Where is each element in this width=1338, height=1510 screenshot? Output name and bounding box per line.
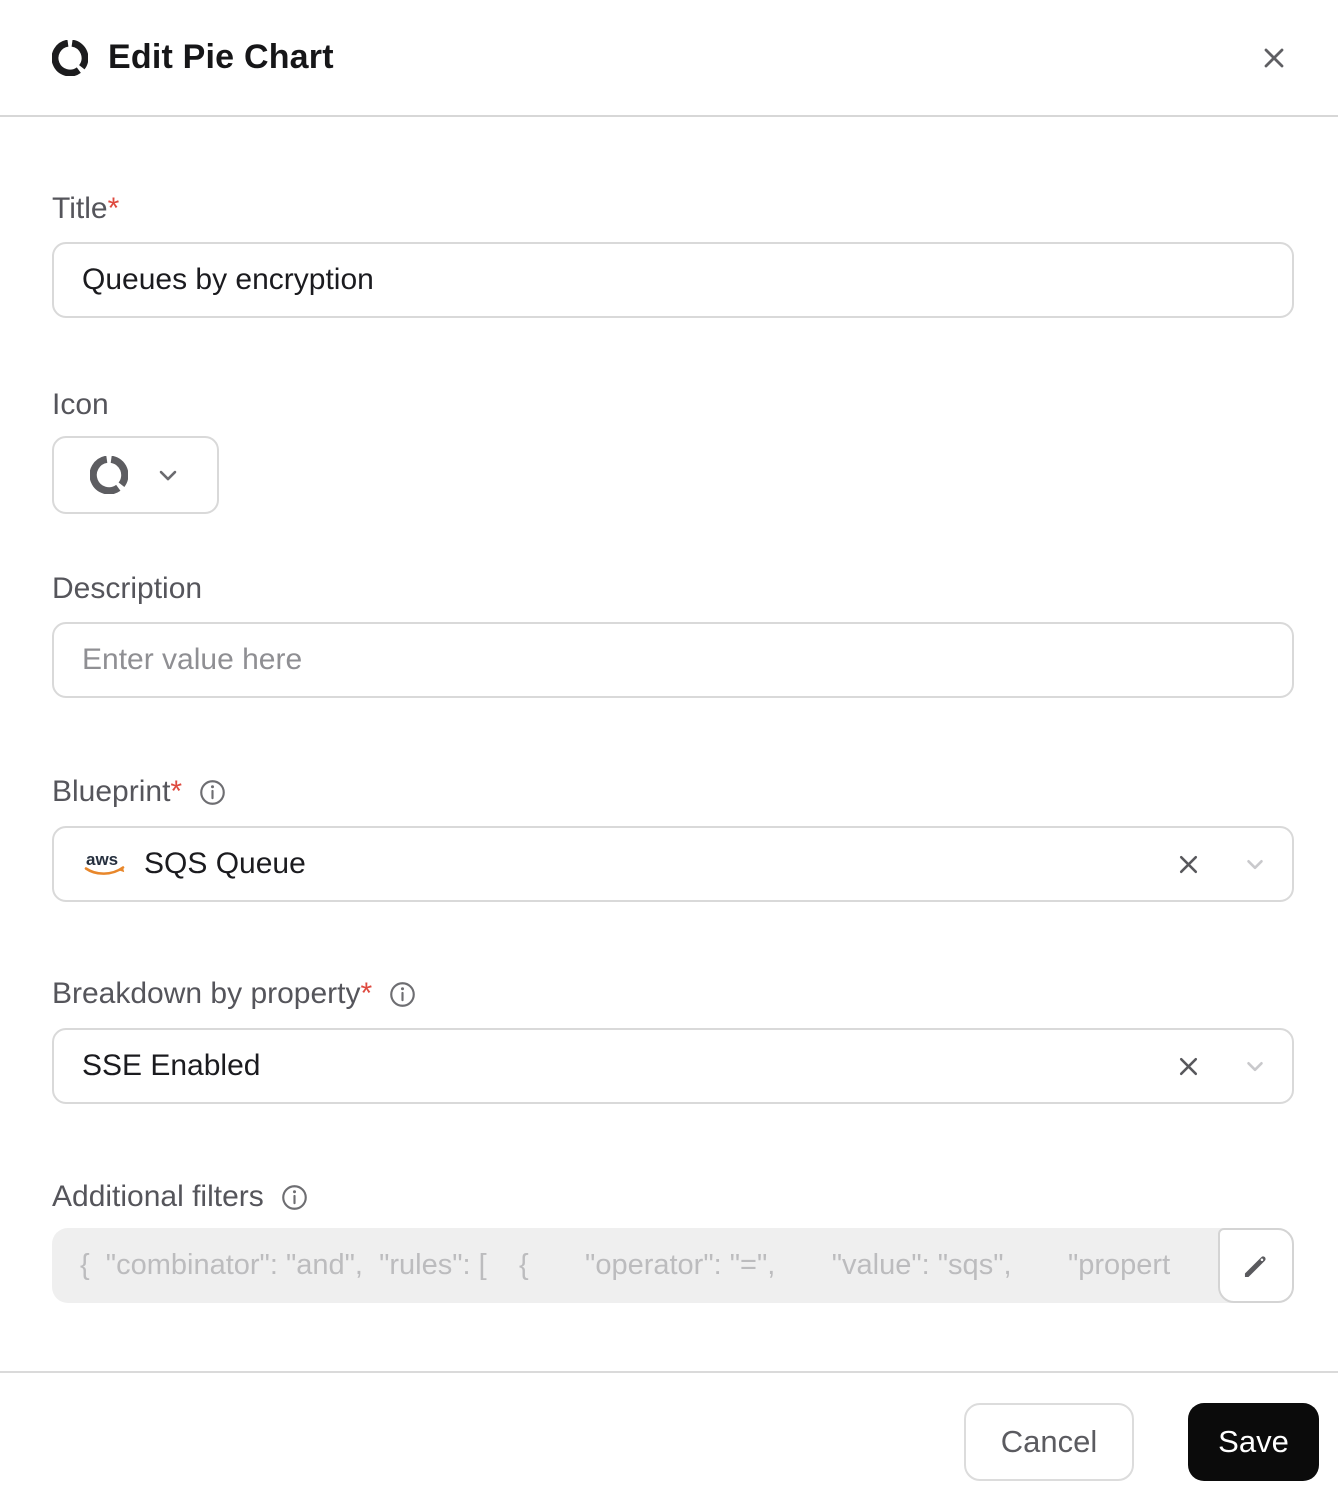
- blueprint-label: Blueprint: [52, 775, 171, 808]
- chevron-down-icon[interactable]: [1242, 1053, 1268, 1079]
- info-icon[interactable]: [389, 981, 416, 1008]
- required-marker: *: [107, 192, 120, 225]
- cancel-button[interactable]: Cancel: [964, 1403, 1134, 1481]
- title-input[interactable]: [52, 242, 1294, 318]
- blueprint-value: SQS Queue: [144, 847, 306, 880]
- additional-filters-label: Additional filters: [52, 1180, 264, 1213]
- pie-chart-icon: [52, 40, 88, 76]
- save-button[interactable]: Save: [1188, 1403, 1319, 1481]
- breakdown-value: SSE Enabled: [82, 1049, 261, 1082]
- modal-footer: [0, 1371, 1338, 1510]
- breakdown-select[interactable]: [52, 1028, 1294, 1104]
- clear-icon[interactable]: [1169, 1047, 1208, 1086]
- chevron-down-icon[interactable]: [1242, 851, 1268, 877]
- required-marker: *: [170, 775, 183, 808]
- pencil-icon: [1239, 1249, 1273, 1283]
- aws-logo-icon: [82, 848, 128, 880]
- edit-filters-button[interactable]: [1218, 1228, 1294, 1303]
- info-icon[interactable]: [281, 1184, 308, 1211]
- breakdown-label-row: [52, 977, 1292, 1011]
- additional-filters-field: [52, 1228, 1294, 1303]
- modal-body: [0, 192, 1338, 1303]
- title-label: Title: [52, 192, 108, 225]
- blueprint-label-row: [52, 775, 1292, 809]
- icon-dropdown[interactable]: [52, 436, 219, 514]
- title-label-row: [52, 192, 1292, 226]
- close-icon[interactable]: [1252, 36, 1296, 80]
- description-label-row: [52, 572, 1292, 606]
- additional-filters-value: { "combinator": "and", "rules": [ { "operator": "=", "value": "sqs", "propert: [52, 1228, 1294, 1303]
- chevron-down-icon: [154, 461, 182, 489]
- modal-header: [0, 0, 1338, 117]
- breakdown-label: Breakdown by property: [52, 977, 361, 1010]
- modal-title: Edit Pie Chart: [108, 38, 334, 76]
- pie-chart-icon: [90, 456, 128, 494]
- additional-filters-label-row: [52, 1180, 1292, 1214]
- required-marker: *: [360, 977, 373, 1010]
- svg-text:aws: aws: [86, 850, 119, 869]
- description-label: Description: [52, 572, 203, 605]
- icon-label-row: [52, 388, 1292, 422]
- clear-icon[interactable]: [1169, 845, 1208, 884]
- icon-label: Icon: [52, 388, 109, 421]
- description-input[interactable]: [52, 622, 1294, 698]
- blueprint-select[interactable]: [52, 826, 1294, 902]
- info-icon[interactable]: [199, 779, 226, 806]
